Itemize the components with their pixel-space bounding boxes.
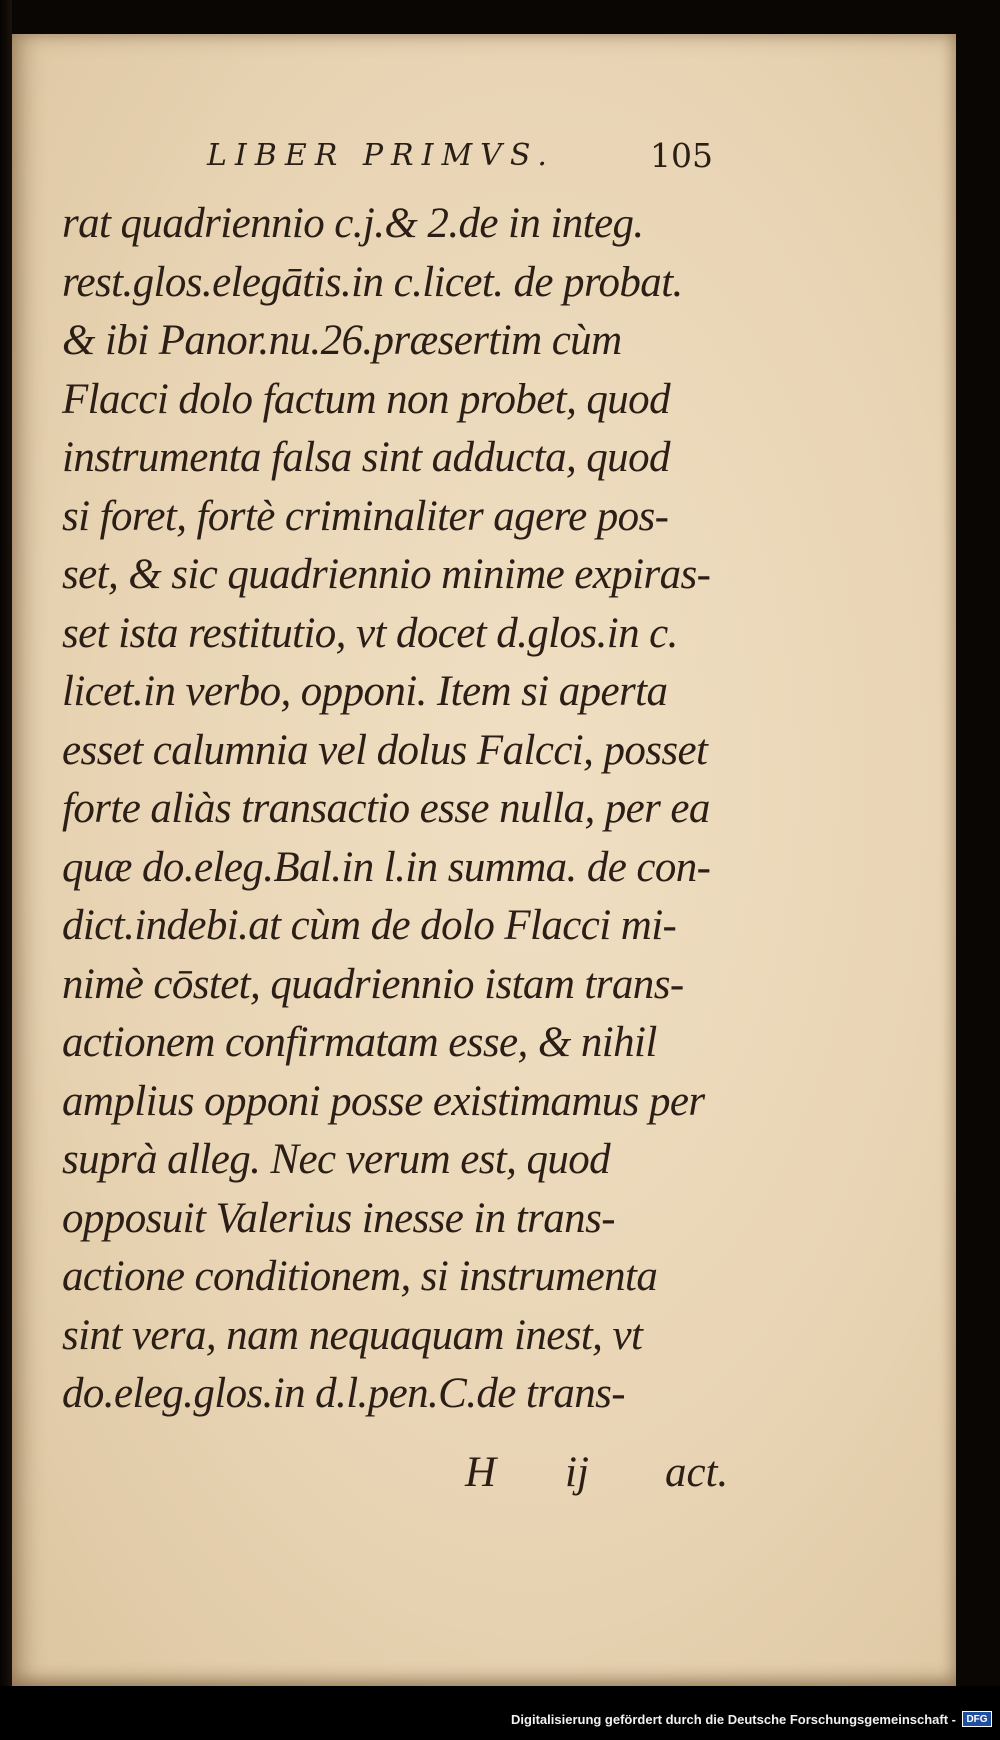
- text-line: suprà alleg. Nec verum est, quod: [62, 1136, 611, 1183]
- text-line: quæ do.eleg.Bal.in l.in summa. de con-: [62, 843, 711, 891]
- text-line: do.eleg.glos.in d.l.pen.C.de trans-: [62, 1370, 626, 1417]
- text-line: esset calumnia vel dolus Falcci, posset: [62, 726, 708, 774]
- text-line: forte aliàs transactio esse nulla, per ea: [62, 785, 710, 832]
- text-line: set, & sic quadriennio minime expiras-: [62, 551, 711, 598]
- signature-mark: H: [465, 1449, 497, 1496]
- text-line: amplius opponi posse existimamus per: [62, 1077, 705, 1125]
- running-head: LIBER PRIMVS.: [207, 138, 555, 173]
- text-line: nimè cōstet, quadriennio istam trans-: [62, 960, 684, 1008]
- text-line: licet.in verbo, opponi. Item si aperta: [62, 668, 668, 715]
- body-text: [62, 195, 732, 1424]
- text-line: actionem confirmatam esse, & nihil: [62, 1019, 657, 1066]
- text-line: Flacci dolo factum non probet, quod: [62, 375, 670, 423]
- text-line: sint vera, nam nequaquam inest, vt: [62, 1311, 643, 1359]
- text-line: rest.glos.elegātis.in c.licet. de probat.: [62, 258, 683, 306]
- text-line: actione conditionem, si instrumenta: [62, 1253, 658, 1300]
- text-line: si foret, fortè criminaliter agere pos-: [62, 492, 669, 540]
- footer-bar: [0, 1686, 1000, 1740]
- text-line: & ibi Panor.nu.26.præsertim cùm: [62, 317, 622, 364]
- page-number: 105: [650, 136, 713, 175]
- text-line: rat quadriennio c.j.& 2.de in integ.: [62, 200, 644, 247]
- text-line: dict.indebi.at cùm de dolo Flacci mi-: [62, 902, 677, 949]
- scan-edge-left: [0, 0, 12, 1740]
- text-line: opposuit Valerius inesse in trans-: [62, 1194, 615, 1242]
- text-line: instrumenta falsa sint adducta, quod: [62, 434, 670, 481]
- dfg-logo-icon: DFG: [962, 1711, 992, 1727]
- signature-number: ij: [565, 1449, 589, 1496]
- text-line: set ista restitutio, vt docet d.glos.in c.: [62, 609, 678, 657]
- catchword: act.: [665, 1449, 729, 1496]
- funding-credit: Digitalisierung gefördert durch die Deutsche Forschungsgemeinschaft -: [511, 1712, 956, 1727]
